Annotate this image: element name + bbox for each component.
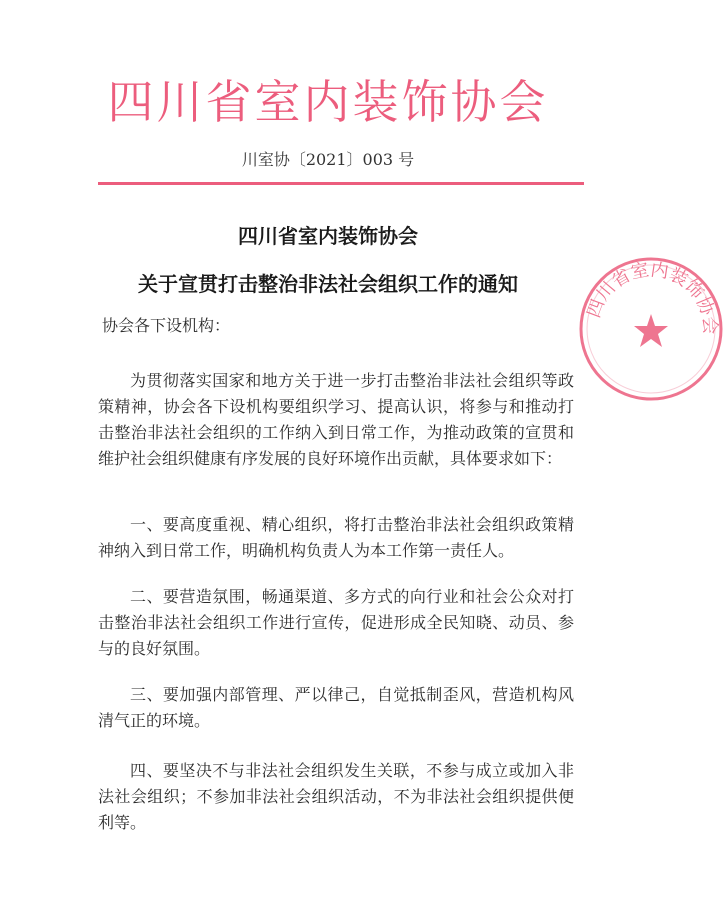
requirement-item-2: 二、要营造氛围，畅通渠道、多方式的向行业和社会公众对打击整治非法社会组织工作进行宣传，促进形成全民知晓、动员、参与的良好氛围。 — [98, 587, 574, 658]
seal-star-icon — [634, 314, 668, 347]
letterhead-title: 四川省室内装饰协会 — [107, 75, 549, 129]
letterhead-divider — [98, 182, 584, 185]
document-number: 川室协〔2021〕003 号 — [241, 150, 415, 169]
requirement-item-4: 四、要坚决不与非法社会组织发生关联，不参与成立或加入非法社会组织；不参加非法社会组织活动，不为非法社会组织提供便利等。 — [98, 761, 574, 832]
salutation: 协会各下设机构： — [102, 316, 231, 335]
issuer-title: 四川省室内装饰协会 — [238, 224, 418, 248]
seal-text: 四川省室内装饰协会 — [583, 259, 721, 336]
notice-title: 关于宣贯打击整治非法社会组织工作的通知 — [138, 272, 518, 296]
requirement-item-3: 三、要加强内部管理、严以律己，自觉抵制歪风，营造机构风清气正的环境。 — [98, 685, 574, 730]
official-seal-icon — [576, 254, 726, 404]
requirement-item-1: 一、要高度重视、精心组织，将打击整治非法社会组织政策精神纳入到日常工作，明确机构负责人为本工作第一责任人。 — [98, 515, 574, 560]
intro-paragraph: 为贯彻落实国家和地方关于进一步打击整治非法社会组织等政策精神，协会各下设机构要组织学习、提高认识，将参与和推动打击整治非法社会组织的工作纳入到日常工作，为推动政策的宣贯和维护社会组织健康有序发展的良好环境作出贡献，具体要求如下： — [98, 371, 574, 468]
